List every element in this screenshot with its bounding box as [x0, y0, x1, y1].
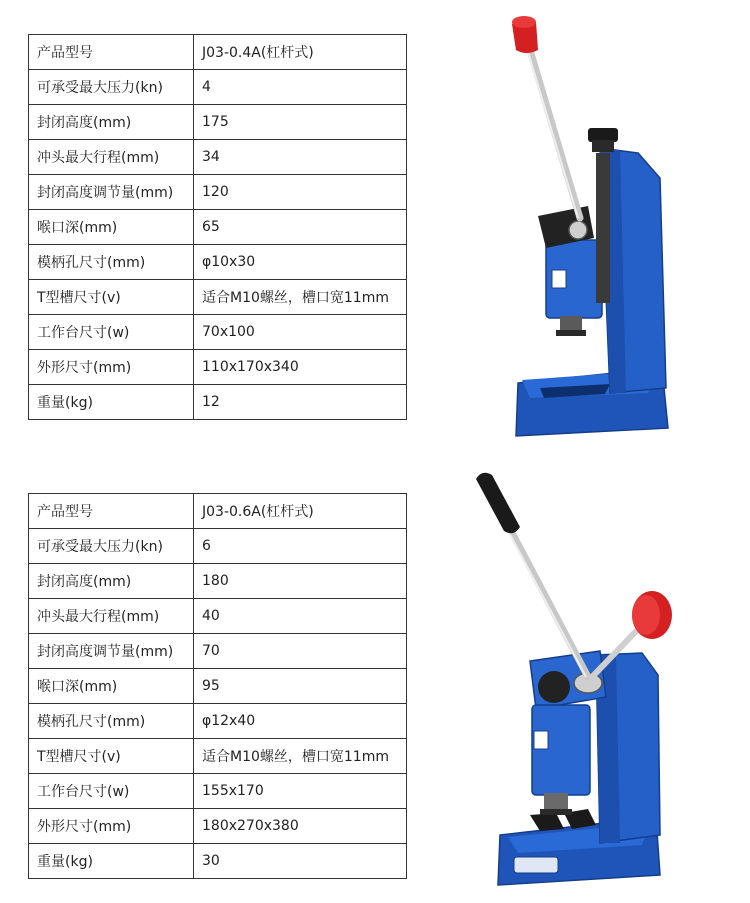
spec-label: 可承受最大压力(kn)	[29, 529, 194, 564]
spec-value: 适合M10螺丝，槽口宽11mm	[194, 280, 407, 315]
table-row	[29, 494, 407, 529]
spec-label: 封闭高度(mm)	[29, 564, 194, 599]
spec-value: 70	[194, 634, 407, 669]
spec-value: 180x270x380	[194, 809, 407, 844]
spec-value: 120	[194, 175, 407, 210]
press-photo-j03-0-6a	[460, 465, 710, 895]
spec-value: 34	[194, 140, 407, 175]
spec-label: 模柄孔尺寸(mm)	[29, 704, 194, 739]
table-row	[29, 809, 407, 844]
spec-label: 喉口深(mm)	[29, 669, 194, 704]
table-row	[29, 844, 407, 879]
table-row	[29, 739, 407, 774]
table-row	[29, 704, 407, 739]
table-row	[29, 70, 407, 105]
spec-label: 封闭高度(mm)	[29, 105, 194, 140]
spec-value: 155x170	[194, 774, 407, 809]
spec-value: 95	[194, 669, 407, 704]
spec-label: 冲头最大行程(mm)	[29, 599, 194, 634]
spec-value: 110x170x340	[194, 350, 407, 385]
spec-label: 工作台尺寸(w)	[29, 774, 194, 809]
spec-table-j03-0-6a	[28, 493, 407, 879]
spec-value: 6	[194, 529, 407, 564]
spec-value: 180	[194, 564, 407, 599]
table-row	[29, 245, 407, 280]
table-row	[29, 105, 407, 140]
spec-label: 可承受最大压力(kn)	[29, 70, 194, 105]
spec-label: 重量(kg)	[29, 385, 194, 420]
spec-label: 冲头最大行程(mm)	[29, 140, 194, 175]
table-row	[29, 175, 407, 210]
press-photo-j03-0-4a	[470, 8, 700, 448]
spec-value: φ10x30	[194, 245, 407, 280]
spec-table-j03-0-4a	[28, 34, 407, 420]
spec-value: 70x100	[194, 315, 407, 350]
spec-label: 产品型号	[29, 494, 194, 529]
spec-label: 外形尺寸(mm)	[29, 350, 194, 385]
table-row	[29, 529, 407, 564]
spec-value: J03-0.4A(杠杆式)	[194, 35, 407, 70]
spec-value: 适合M10螺丝，槽口宽11mm	[194, 739, 407, 774]
spec-label: 封闭高度调节量(mm)	[29, 175, 194, 210]
spec-label: 外形尺寸(mm)	[29, 809, 194, 844]
table-row	[29, 280, 407, 315]
table-row	[29, 315, 407, 350]
spec-label: 喉口深(mm)	[29, 210, 194, 245]
spec-label: 封闭高度调节量(mm)	[29, 634, 194, 669]
spec-value: 4	[194, 70, 407, 105]
spec-label: T型槽尺寸(v)	[29, 280, 194, 315]
spec-value: φ12x40	[194, 704, 407, 739]
table-row	[29, 210, 407, 245]
spec-value: 65	[194, 210, 407, 245]
spec-label: T型槽尺寸(v)	[29, 739, 194, 774]
spec-value: 175	[194, 105, 407, 140]
table-row	[29, 774, 407, 809]
spec-label: 重量(kg)	[29, 844, 194, 879]
spec-value: 12	[194, 385, 407, 420]
spec-label: 产品型号	[29, 35, 194, 70]
table-row	[29, 35, 407, 70]
table-row	[29, 669, 407, 704]
table-row	[29, 140, 407, 175]
table-row	[29, 350, 407, 385]
table-row	[29, 564, 407, 599]
spec-label: 模柄孔尺寸(mm)	[29, 245, 194, 280]
spec-value: J03-0.6A(杠杆式)	[194, 494, 407, 529]
spec-label: 工作台尺寸(w)	[29, 315, 194, 350]
spec-value: 40	[194, 599, 407, 634]
table-row	[29, 385, 407, 420]
table-row	[29, 599, 407, 634]
spec-value: 30	[194, 844, 407, 879]
table-row	[29, 634, 407, 669]
